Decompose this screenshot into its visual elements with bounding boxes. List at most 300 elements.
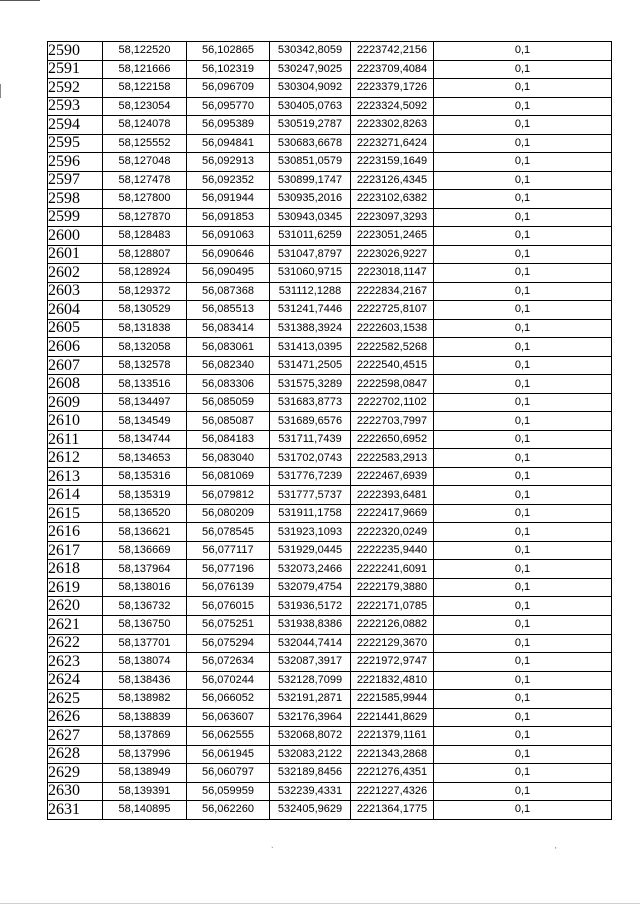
accuracy-cell: 0,1 [434,60,612,79]
y-coordinate-cell: 2222467,6939 [351,467,434,486]
longitude-cell: 56,094841 [187,134,270,153]
accuracy-cell: 0,1 [434,134,612,153]
x-coordinate-cell: 530851,0579 [270,153,351,172]
longitude-cell: 56,072634 [187,653,270,672]
x-coordinate-cell: 532239,4331 [270,782,351,801]
accuracy-cell: 0,1 [434,615,612,634]
point-number-cell: 2613 [48,467,103,486]
accuracy-cell: 0,1 [434,578,612,597]
y-coordinate-cell: 2221379,1161 [351,727,434,746]
latitude-cell: 58,136750 [103,615,187,634]
x-coordinate-cell: 531060,9715 [270,264,351,283]
longitude-cell: 56,087368 [187,282,270,301]
table-row [48,801,612,820]
longitude-cell: 56,081069 [187,467,270,486]
x-coordinate-cell: 531413,0395 [270,338,351,357]
table-row [48,467,612,486]
table-row [48,264,612,283]
point-number-cell: 2609 [48,393,103,412]
longitude-cell: 56,076139 [187,578,270,597]
x-coordinate-cell: 531777,5737 [270,486,351,505]
latitude-cell: 58,134549 [103,412,187,431]
point-number-cell: 2624 [48,671,103,690]
accuracy-cell: 0,1 [434,208,612,227]
point-number-cell: 2606 [48,338,103,357]
y-coordinate-cell: 2222582,5268 [351,338,434,357]
x-coordinate-cell: 532079,4754 [270,578,351,597]
y-coordinate-cell: 2222834,2167 [351,282,434,301]
x-coordinate-cell: 530405,0763 [270,97,351,116]
accuracy-cell: 0,1 [434,541,612,560]
latitude-cell: 58,124078 [103,116,187,135]
latitude-cell: 58,133516 [103,375,187,394]
table-row [48,782,612,801]
accuracy-cell: 0,1 [434,449,612,468]
longitude-cell: 56,091944 [187,190,270,209]
table-row [48,764,612,783]
accuracy-cell: 0,1 [434,319,612,338]
table-row [48,375,612,394]
point-number-cell: 2593 [48,97,103,116]
y-coordinate-cell: 2221585,9944 [351,690,434,709]
table-row [48,578,612,597]
y-coordinate-cell: 2223018,1147 [351,264,434,283]
y-coordinate-cell: 2223159,1649 [351,153,434,172]
point-number-cell: 2605 [48,319,103,338]
table-row [48,486,612,505]
accuracy-cell: 0,1 [434,467,612,486]
point-number-cell: 2628 [48,745,103,764]
latitude-cell: 58,129372 [103,282,187,301]
longitude-cell: 56,090646 [187,245,270,264]
latitude-cell: 58,127870 [103,208,187,227]
x-coordinate-cell: 531241,7446 [270,301,351,320]
y-coordinate-cell: 2221227,4326 [351,782,434,801]
point-number-cell: 2598 [48,190,103,209]
x-coordinate-cell: 532176,3964 [270,708,351,727]
longitude-cell: 56,092913 [187,153,270,172]
x-coordinate-cell: 531938,8386 [270,615,351,634]
y-coordinate-cell: 2222650,6952 [351,430,434,449]
table-row [48,412,612,431]
accuracy-cell: 0,1 [434,264,612,283]
y-coordinate-cell: 2222126,0882 [351,615,434,634]
longitude-cell: 56,091063 [187,227,270,246]
point-number-cell: 2614 [48,486,103,505]
x-coordinate-cell: 531575,3289 [270,375,351,394]
y-coordinate-cell: 2223379,1726 [351,79,434,98]
longitude-cell: 56,079812 [187,486,270,505]
y-coordinate-cell: 2222129,3670 [351,634,434,653]
point-number-cell: 2599 [48,208,103,227]
y-coordinate-cell: 2223026,9227 [351,245,434,264]
longitude-cell: 56,095389 [187,116,270,135]
table-row [48,60,612,79]
point-number-cell: 2596 [48,153,103,172]
y-coordinate-cell: 2221972,9747 [351,653,434,672]
point-number-cell: 2594 [48,116,103,135]
point-number-cell: 2631 [48,801,103,820]
accuracy-cell: 0,1 [434,97,612,116]
table-row [48,615,612,634]
longitude-cell: 56,083306 [187,375,270,394]
latitude-cell: 58,127800 [103,190,187,209]
latitude-cell: 58,136669 [103,541,187,560]
point-number-cell: 2619 [48,578,103,597]
latitude-cell: 58,128924 [103,264,187,283]
accuracy-cell: 0,1 [434,393,612,412]
point-number-cell: 2603 [48,282,103,301]
longitude-cell: 56,062555 [187,727,270,746]
x-coordinate-cell: 531711,7439 [270,430,351,449]
y-coordinate-cell: 2221832,4810 [351,671,434,690]
table-row [48,690,612,709]
accuracy-cell: 0,1 [434,227,612,246]
x-coordinate-cell: 531923,1093 [270,523,351,542]
y-coordinate-cell: 2223102,6382 [351,190,434,209]
point-number-cell: 2590 [48,42,103,61]
point-number-cell: 2604 [48,301,103,320]
point-number-cell: 2622 [48,634,103,653]
latitude-cell: 58,136621 [103,523,187,542]
point-number-cell: 2615 [48,504,103,523]
latitude-cell: 58,139391 [103,782,187,801]
accuracy-cell: 0,1 [434,690,612,709]
latitude-cell: 58,127048 [103,153,187,172]
y-coordinate-cell: 2222235,9440 [351,541,434,560]
y-coordinate-cell: 2222393,6481 [351,486,434,505]
point-number-cell: 2616 [48,523,103,542]
longitude-cell: 56,060797 [187,764,270,783]
x-coordinate-cell: 531689,6576 [270,412,351,431]
x-coordinate-cell: 530342,8059 [270,42,351,61]
table-row [48,356,612,375]
table-row [48,208,612,227]
accuracy-cell: 0,1 [434,560,612,579]
latitude-cell: 58,138074 [103,653,187,672]
x-coordinate-cell: 531683,8773 [270,393,351,412]
point-number-cell: 2592 [48,79,103,98]
longitude-cell: 56,078545 [187,523,270,542]
accuracy-cell: 0,1 [434,282,612,301]
longitude-cell: 56,066052 [187,690,270,709]
x-coordinate-cell: 532068,8072 [270,727,351,746]
table-row [48,727,612,746]
y-coordinate-cell: 2222583,2913 [351,449,434,468]
x-coordinate-cell: 530943,0345 [270,208,351,227]
longitude-cell: 56,085513 [187,301,270,320]
y-coordinate-cell: 2222702,1102 [351,393,434,412]
page-bottom-edge [0,903,640,904]
longitude-cell: 56,083040 [187,449,270,468]
x-coordinate-cell: 532189,8456 [270,764,351,783]
accuracy-cell: 0,1 [434,634,612,653]
y-coordinate-cell: 2222540,4515 [351,356,434,375]
longitude-cell: 56,076015 [187,597,270,616]
table-row [48,301,612,320]
longitude-cell: 56,084183 [187,430,270,449]
y-coordinate-cell: 2222320,0249 [351,523,434,542]
longitude-cell: 56,075294 [187,634,270,653]
point-number-cell: 2608 [48,375,103,394]
point-number-cell: 2618 [48,560,103,579]
table-row [48,523,612,542]
x-coordinate-cell: 531702,0743 [270,449,351,468]
latitude-cell: 58,137701 [103,634,187,653]
longitude-cell: 56,090495 [187,264,270,283]
accuracy-cell: 0,1 [434,801,612,820]
accuracy-cell: 0,1 [434,764,612,783]
table-row [48,79,612,98]
latitude-cell: 58,138839 [103,708,187,727]
table-row [48,560,612,579]
x-coordinate-cell: 531112,1288 [270,282,351,301]
y-coordinate-cell: 2222603,1538 [351,319,434,338]
x-coordinate-cell: 532128,7099 [270,671,351,690]
point-number-cell: 2627 [48,727,103,746]
table-row [48,134,612,153]
x-coordinate-cell: 531929,0445 [270,541,351,560]
latitude-cell: 58,138016 [103,578,187,597]
longitude-cell: 56,095770 [187,97,270,116]
point-number-cell: 2597 [48,171,103,190]
table-row [48,116,612,135]
accuracy-cell: 0,1 [434,412,612,431]
page-edge-line [0,0,40,1]
longitude-cell: 56,085059 [187,393,270,412]
latitude-cell: 58,123054 [103,97,187,116]
x-coordinate-cell: 532044,7414 [270,634,351,653]
page-edge-mark [0,84,1,98]
table-row [48,634,612,653]
latitude-cell: 58,136520 [103,504,187,523]
table-row [48,42,612,61]
y-coordinate-cell: 2223742,2156 [351,42,434,61]
x-coordinate-cell: 532083,2122 [270,745,351,764]
y-coordinate-cell: 2221276,4351 [351,764,434,783]
x-coordinate-cell: 530899,1747 [270,171,351,190]
point-number-cell: 2612 [48,449,103,468]
point-number-cell: 2610 [48,412,103,431]
y-coordinate-cell: 2222241,6091 [351,560,434,579]
table-row [48,504,612,523]
longitude-cell: 56,085087 [187,412,270,431]
latitude-cell: 58,128483 [103,227,187,246]
latitude-cell: 58,136732 [103,597,187,616]
accuracy-cell: 0,1 [434,375,612,394]
latitude-cell: 58,130529 [103,301,187,320]
latitude-cell: 58,137964 [103,560,187,579]
latitude-cell: 58,132578 [103,356,187,375]
accuracy-cell: 0,1 [434,486,612,505]
y-coordinate-cell: 2223271,6424 [351,134,434,153]
y-coordinate-cell: 2223097,3293 [351,208,434,227]
accuracy-cell: 0,1 [434,430,612,449]
table-row [48,653,612,672]
point-number-cell: 2617 [48,541,103,560]
point-number-cell: 2601 [48,245,103,264]
y-coordinate-cell: 2222179,3880 [351,578,434,597]
longitude-cell: 56,092352 [187,171,270,190]
x-coordinate-cell: 531471,2505 [270,356,351,375]
x-coordinate-cell: 531011,6259 [270,227,351,246]
x-coordinate-cell: 532087,3917 [270,653,351,672]
longitude-cell: 56,075251 [187,615,270,634]
point-number-cell: 2629 [48,764,103,783]
latitude-cell: 58,122158 [103,79,187,98]
table-row [48,190,612,209]
table-row [48,541,612,560]
latitude-cell: 58,138436 [103,671,187,690]
latitude-cell: 58,127478 [103,171,187,190]
scan-speck: ' [555,846,557,855]
point-number-cell: 2591 [48,60,103,79]
accuracy-cell: 0,1 [434,597,612,616]
y-coordinate-cell: 2223051,2465 [351,227,434,246]
latitude-cell: 58,138949 [103,764,187,783]
x-coordinate-cell: 530247,9025 [270,60,351,79]
longitude-cell: 56,083414 [187,319,270,338]
point-number-cell: 2621 [48,615,103,634]
x-coordinate-cell: 531047,8797 [270,245,351,264]
y-coordinate-cell: 2222725,8107 [351,301,434,320]
x-coordinate-cell: 531388,3924 [270,319,351,338]
y-coordinate-cell: 2223709,4084 [351,60,434,79]
latitude-cell: 58,134497 [103,393,187,412]
longitude-cell: 56,080209 [187,504,270,523]
point-number-cell: 2620 [48,597,103,616]
longitude-cell: 56,091853 [187,208,270,227]
point-number-cell: 2611 [48,430,103,449]
point-number-cell: 2623 [48,653,103,672]
accuracy-cell: 0,1 [434,153,612,172]
point-number-cell: 2607 [48,356,103,375]
longitude-cell: 56,062260 [187,801,270,820]
accuracy-cell: 0,1 [434,190,612,209]
table-row [48,708,612,727]
longitude-cell: 56,059959 [187,782,270,801]
longitude-cell: 56,102865 [187,42,270,61]
table-row [48,282,612,301]
longitude-cell: 56,082340 [187,356,270,375]
latitude-cell: 58,140895 [103,801,187,820]
point-number-cell: 2630 [48,782,103,801]
accuracy-cell: 0,1 [434,116,612,135]
y-coordinate-cell: 2222703,7997 [351,412,434,431]
latitude-cell: 58,131838 [103,319,187,338]
point-number-cell: 2626 [48,708,103,727]
table-row [48,245,612,264]
x-coordinate-cell: 530935,2016 [270,190,351,209]
latitude-cell: 58,132058 [103,338,187,357]
latitude-cell: 58,134653 [103,449,187,468]
point-number-cell: 2595 [48,134,103,153]
x-coordinate-cell: 530304,9092 [270,79,351,98]
longitude-cell: 56,077196 [187,560,270,579]
coordinates-table-body [48,42,612,820]
latitude-cell: 58,121666 [103,60,187,79]
accuracy-cell: 0,1 [434,171,612,190]
table-row [48,153,612,172]
longitude-cell: 56,083061 [187,338,270,357]
table-row [48,597,612,616]
point-number-cell: 2600 [48,227,103,246]
accuracy-cell: 0,1 [434,745,612,764]
table-row [48,430,612,449]
accuracy-cell: 0,1 [434,42,612,61]
longitude-cell: 56,061945 [187,745,270,764]
x-coordinate-cell: 531776,7239 [270,467,351,486]
y-coordinate-cell: 2221441,8629 [351,708,434,727]
latitude-cell: 58,125552 [103,134,187,153]
accuracy-cell: 0,1 [434,523,612,542]
accuracy-cell: 0,1 [434,301,612,320]
x-coordinate-cell: 530519,2787 [270,116,351,135]
x-coordinate-cell: 532405,9629 [270,801,351,820]
longitude-cell: 56,070244 [187,671,270,690]
table-row [48,338,612,357]
y-coordinate-cell: 2222417,9669 [351,504,434,523]
accuracy-cell: 0,1 [434,79,612,98]
y-coordinate-cell: 2223126,4345 [351,171,434,190]
accuracy-cell: 0,1 [434,727,612,746]
x-coordinate-cell: 530683,6678 [270,134,351,153]
y-coordinate-cell: 2222598,0847 [351,375,434,394]
longitude-cell: 56,063607 [187,708,270,727]
table-row [48,449,612,468]
table-row [48,745,612,764]
accuracy-cell: 0,1 [434,356,612,375]
x-coordinate-cell: 532073,2466 [270,560,351,579]
y-coordinate-cell: 2221343,2868 [351,745,434,764]
table-row [48,319,612,338]
accuracy-cell: 0,1 [434,653,612,672]
accuracy-cell: 0,1 [434,671,612,690]
latitude-cell: 58,128807 [103,245,187,264]
longitude-cell: 56,096709 [187,79,270,98]
longitude-cell: 56,102319 [187,60,270,79]
latitude-cell: 58,137869 [103,727,187,746]
table-row [48,393,612,412]
latitude-cell: 58,122520 [103,42,187,61]
accuracy-cell: 0,1 [434,338,612,357]
x-coordinate-cell: 531911,1758 [270,504,351,523]
point-number-cell: 2625 [48,690,103,709]
latitude-cell: 58,135316 [103,467,187,486]
longitude-cell: 56,077117 [187,541,270,560]
table-row [48,171,612,190]
table-row [48,227,612,246]
table-row [48,671,612,690]
latitude-cell: 58,137996 [103,745,187,764]
accuracy-cell: 0,1 [434,782,612,801]
scan-speck: ` [271,846,274,855]
x-coordinate-cell: 532191,2871 [270,690,351,709]
point-number-cell: 2602 [48,264,103,283]
y-coordinate-cell: 2223324,5092 [351,97,434,116]
table-row [48,97,612,116]
latitude-cell: 58,138982 [103,690,187,709]
y-coordinate-cell: 2222171,0785 [351,597,434,616]
accuracy-cell: 0,1 [434,708,612,727]
x-coordinate-cell: 531936,5172 [270,597,351,616]
y-coordinate-cell: 2221364,1775 [351,801,434,820]
accuracy-cell: 0,1 [434,504,612,523]
latitude-cell: 58,135319 [103,486,187,505]
coordinates-table [47,41,612,820]
latitude-cell: 58,134744 [103,430,187,449]
accuracy-cell: 0,1 [434,245,612,264]
